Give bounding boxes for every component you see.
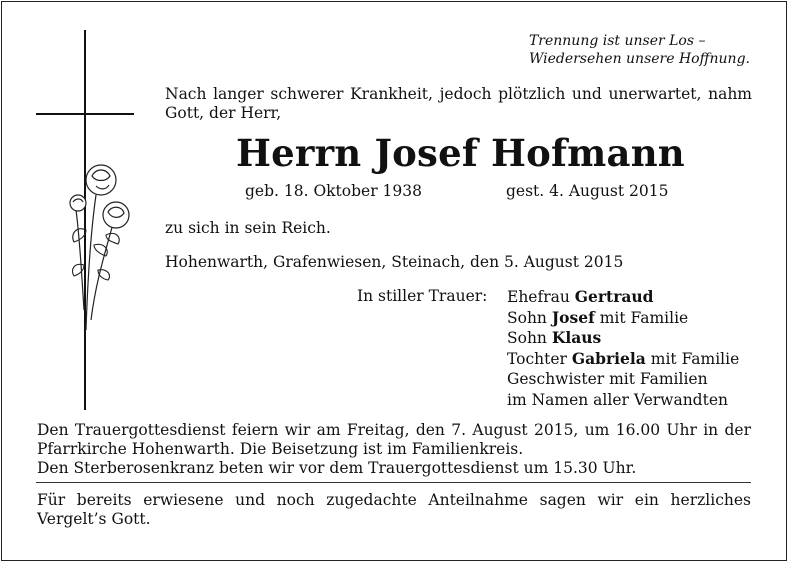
motto-line-2: Wiedersehen unsere Hoffnung. — [528, 51, 750, 67]
mourner-item: Ehefrau Gertraud — [507, 287, 654, 306]
deceased-name: Herrn Josef Hofmann — [236, 131, 685, 175]
service-text: Den Trauergottesdienst feiern wir am Freitag, den 7. August 2015, um 16.00 Uhr in der Pfarrkirche Hohenwarth. Die Beisetzung ist im Familienkreis. — [37, 421, 751, 458]
motto-line-1: Trennung ist unser Los – — [528, 33, 706, 49]
birth-date: geb. 18. Oktober 1938 — [245, 182, 422, 200]
mourner-item: im Namen aller Verwandten — [507, 390, 728, 409]
reich-text: zu sich in sein Reich. — [165, 219, 331, 237]
mourner-item: Tochter Gabriela mit Familie — [507, 348, 740, 368]
divider — [36, 482, 751, 483]
mourner-item: Sohn Klaus — [507, 328, 602, 347]
cross-with-roses-icon — [36, 30, 136, 410]
intro-text: Nach langer schwerer Krankheit, jedoch plötzlich und unerwartet, nahm Gott, der Herr, — [165, 85, 752, 122]
motto — [529, 32, 750, 68]
mourners-list — [507, 287, 739, 410]
mourner-item: Sohn Josef mit Familie — [507, 307, 689, 327]
rosary-text: Den Sterberosenkranz beten wir vor dem Trauergottesdienst um 15.30 Uhr. — [37, 459, 637, 477]
death-date: gest. 4. August 2015 — [506, 182, 669, 200]
mourning-label: In stiller Trauer: — [357, 287, 488, 305]
mourner-item: Geschwister mit Familien — [507, 370, 708, 388]
place-date: Hohenwarth, Grafenwiesen, Steinach, den 5. August 2015 — [165, 253, 624, 271]
thanks-text: Für bereits erwiesene und noch zugedachte Anteilnahme sagen wir ein herzliches Vergelt’s Gott. — [37, 491, 751, 528]
